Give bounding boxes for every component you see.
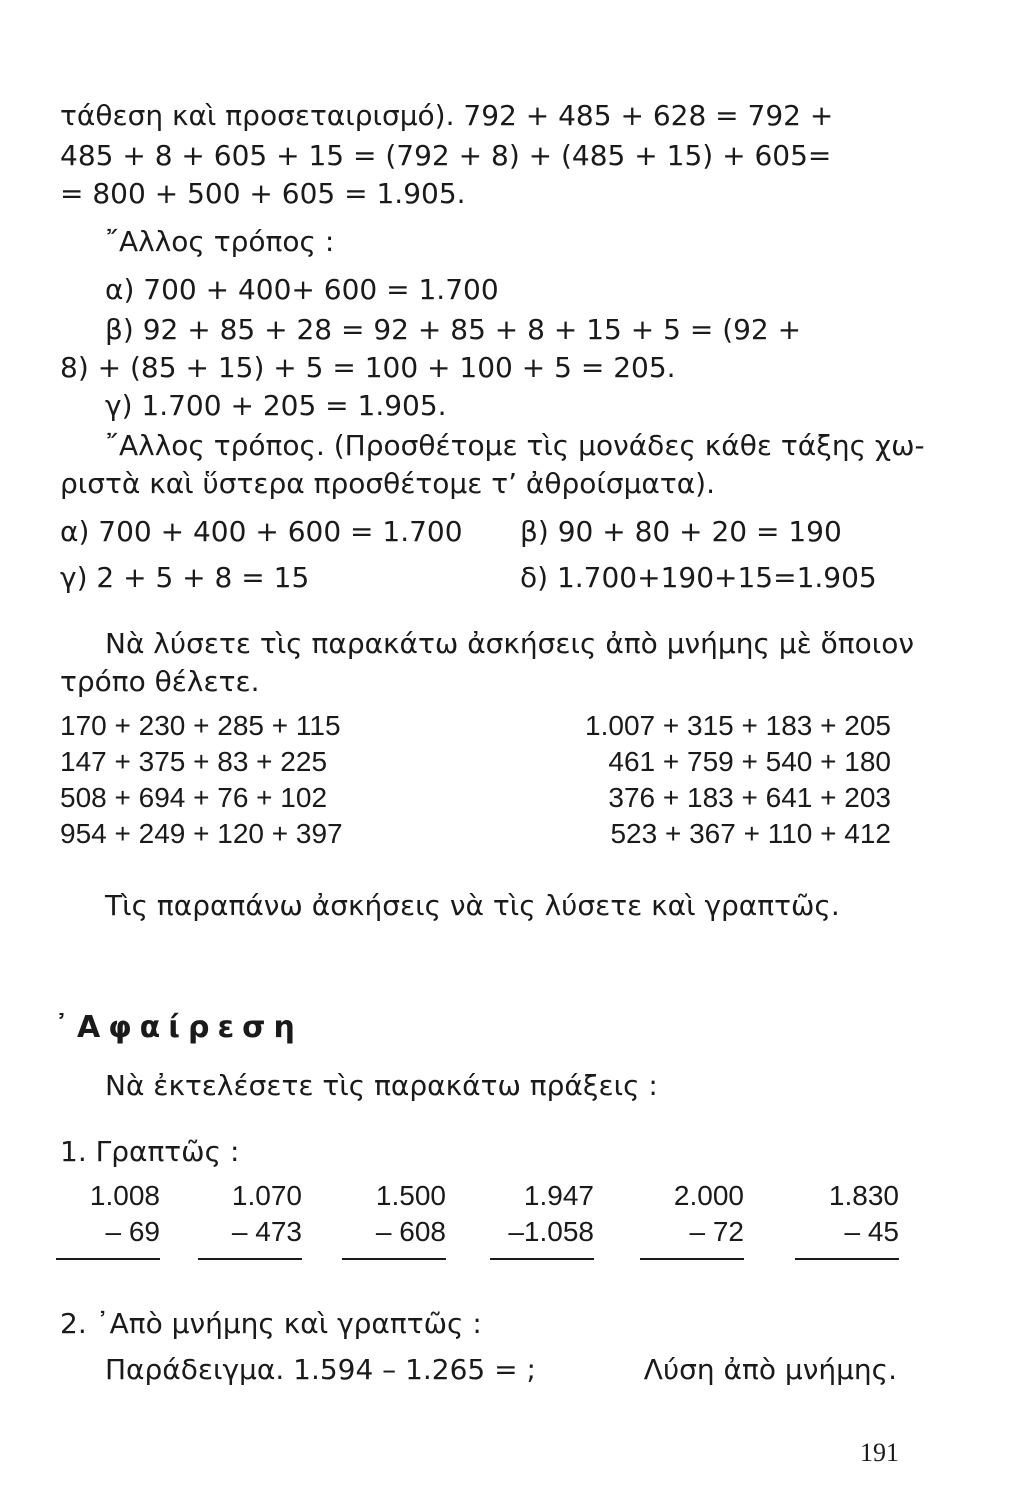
subtraction-5-top: 2.000 [673,1180,744,1211]
subtraction-1-bottom: – 69 [105,1216,160,1247]
subtraction-3-bottom: – 608 [375,1216,446,1247]
exercise-right-2: 461 + 759 + 540 + 180 [608,746,891,777]
text-line-19b: Λύση ἀπὸ μνήμης. [643,1353,897,1386]
text-line-3: = 800 + 500 + 605 = 1.905. [60,177,466,210]
subtraction-6-line [795,1258,899,1260]
text-line-12a: γ) 2 + 5 + 8 = 15 [60,561,310,594]
exercise-left-2: 147 + 375 + 83 + 225 [60,746,328,777]
subtraction-4-line [490,1258,594,1260]
subtraction-4 [490,1178,594,1260]
text-line-19a: Παράδειγμα. 1.594 – 1.265 = ; [105,1353,536,1386]
text-line-11b: β) 90 + 80 + 20 = 190 [520,515,842,548]
text-line-9: ῎Αλλος τρόπος. (Προσθέτομε τὶς μονάδες κάθε τάξης χω- [105,429,925,462]
text-line-6: β) 92 + 85 + 28 = 92 + 85 + 8 + 15 + 5 = (92 + [105,313,802,346]
exercise-right-1: 1.007 + 315 + 183 + 205 [585,710,891,741]
text-line-14: τρόπο θέλετε. [60,665,260,698]
subtraction-2-line [198,1258,302,1260]
subtraction-5-bottom: – 72 [689,1216,744,1247]
subtraction-3-top: 1.500 [375,1180,446,1211]
exercise-left-1: 170 + 230 + 285 + 115 [60,710,341,741]
exercise-right-3: 376 + 183 + 641 + 203 [608,782,891,813]
subtraction-1 [56,1178,160,1260]
page-number: 191 [860,1438,899,1467]
subtraction-4-bottom: –1.058 [508,1216,594,1247]
subtraction-3-line [342,1258,446,1260]
text-line-15: Τὶς παραπάνω ἀσκήσεις νὰ τὶς λύσετε καὶ γραπτῶς. [105,889,840,922]
text-line-4: ῎Αλλος τρόπος : [105,225,335,258]
section-heading: ᾽Αφαίρεση [54,1010,303,1045]
subtraction-6-bottom: – 45 [844,1216,899,1247]
subtraction-2-bottom: – 473 [231,1216,302,1247]
text-line-8: γ) 1.700 + 205 = 1.905. [105,389,447,422]
text-line-12b: δ) 1.700+190+15=1.905 [520,561,877,594]
subtraction-2-top: 1.070 [231,1180,302,1211]
subtraction-5-line [640,1258,744,1260]
subtraction-5 [640,1178,744,1260]
text-line-16: Νὰ ἐκτελέσετε τὶς παρακάτω πράξεις : [105,1069,658,1102]
subtraction-2 [198,1178,302,1260]
subtraction-1-line [56,1258,160,1260]
text-line-10: ριστὰ καὶ ὕστερα προσθέτομε τ’ ἀθροίσματα). [60,467,716,500]
subtraction-1-top: 1.008 [89,1180,160,1211]
text-line-1: τάθεση καὶ προσεταιρισμό). 792 + 485 + 628 = 792 + [60,99,834,132]
subtraction-4-top: 1.947 [523,1180,594,1211]
text-line-13: Νὰ λύσετε τὶς παρακάτω ἀσκήσεις ἀπὸ μνήμης μὲ ὅποιον [105,627,915,660]
text-line-7: 8) + (85 + 15) + 5 = 100 + 100 + 5 = 205. [60,351,676,384]
subtraction-6-top: 1.830 [828,1180,899,1211]
exercise-left-4: 954 + 249 + 120 + 397 [60,818,343,849]
subtraction-3 [342,1178,446,1260]
text-line-11a: α) 700 + 400 + 600 = 1.700 [60,515,463,548]
text-line-5: α) 700 + 400+ 600 = 1.700 [105,273,499,306]
exercise-left-3: 508 + 694 + 76 + 102 [60,782,328,813]
subtraction-6 [795,1178,899,1260]
text-line-2: 485 + 8 + 605 + 15 = (792 + 8) + (485 + 15) + 605= [60,139,832,172]
text-line-18: 2. ᾽Απὸ μνήμης καὶ γραπτῶς : [60,1307,482,1340]
text-line-17: 1. Γραπτῶς : [60,1135,240,1168]
exercise-right-4: 523 + 367 + 110 + 412 [610,818,891,849]
